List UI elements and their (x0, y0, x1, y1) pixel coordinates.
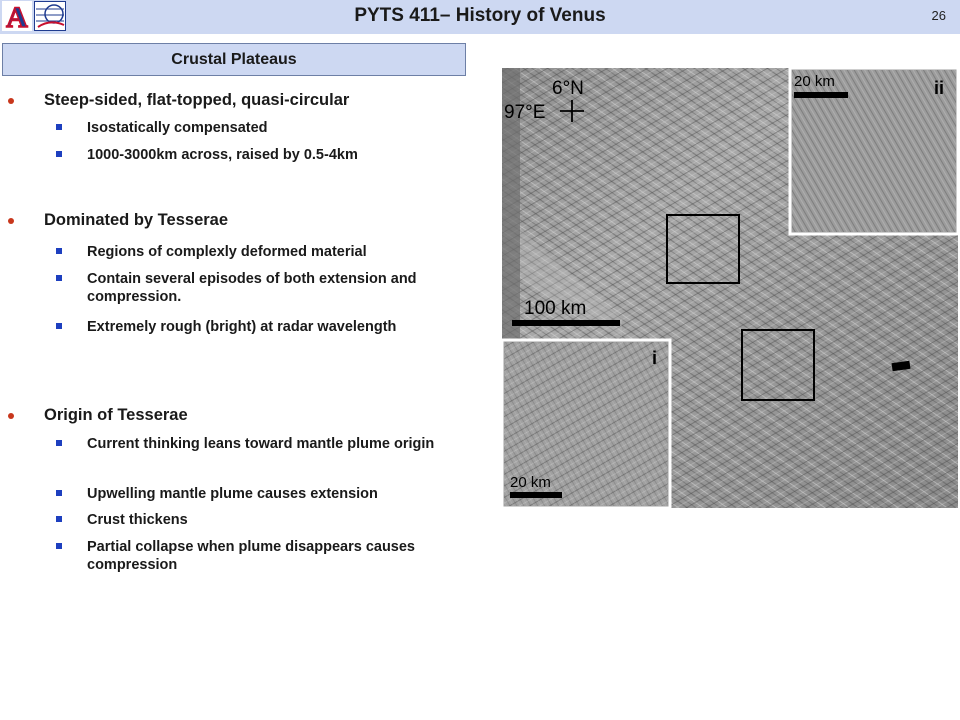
longitude-label: 97°E (504, 102, 546, 123)
bullet-text: Origin of Tesserae (44, 406, 188, 424)
bullet-dot-icon (8, 413, 14, 419)
inset-ii (790, 68, 958, 234)
inset-ii-scale-label: 20 km (794, 73, 835, 90)
inset-ii-label: ii (934, 78, 945, 98)
latitude-label: 6°N (552, 78, 584, 99)
sub-bullet-square-icon (56, 490, 62, 496)
sub-bullet-text: Partial collapse when plume disappears causes compression (87, 539, 415, 573)
inset-i-label: i (652, 348, 658, 368)
main-scale-bar (512, 320, 620, 326)
sub-bullet-text: Contain several episodes of both extension and compression. (87, 271, 417, 305)
sub-bullet-square-icon (56, 440, 62, 446)
logo-letter: A (6, 1, 28, 31)
sub-bullet-square-icon (56, 248, 62, 254)
page-number: 26 (931, 8, 946, 23)
sub-bullet-text: Regions of complexly deformed material (87, 244, 367, 260)
inset-i-scale-label: 20 km (510, 474, 551, 491)
bullet-text: Steep-sided, flat-topped, quasi-circular (44, 91, 350, 109)
bullet-text: Dominated by Tesserae (44, 211, 229, 229)
slide-title: PYTS 411– History of Venus (354, 5, 606, 26)
radar-image-svg (502, 68, 958, 508)
main-scale-label: 100 km (524, 298, 587, 319)
sub-bullet-text: Current thinking leans toward mantle plume origin (87, 436, 435, 452)
sub-bullet-text: Isostatically compensated (87, 120, 268, 136)
venus-radar-image (502, 68, 958, 508)
sub-bullet-square-icon (56, 323, 62, 329)
sub-bullet-square-icon (56, 275, 62, 281)
sub-bullet-square-icon (56, 516, 62, 522)
bullet-dot-icon (8, 218, 14, 224)
sub-bullet-text: Upwelling mantle plume causes extension (87, 486, 378, 502)
sub-bullet-text: Extremely rough (bright) at radar wavelength (87, 319, 397, 335)
sub-bullet-square-icon (56, 124, 62, 130)
bullet-dot-icon (8, 98, 14, 104)
sub-bullet-square-icon (56, 543, 62, 549)
sub-bullet-text: Crust thickens (87, 512, 188, 528)
inset-i (502, 340, 670, 508)
sub-bullet-square-icon (56, 151, 62, 157)
section-title: Crustal Plateaus (2, 43, 466, 76)
sub-bullet-text: 1000-3000km across, raised by 0.5-4km (87, 147, 358, 163)
